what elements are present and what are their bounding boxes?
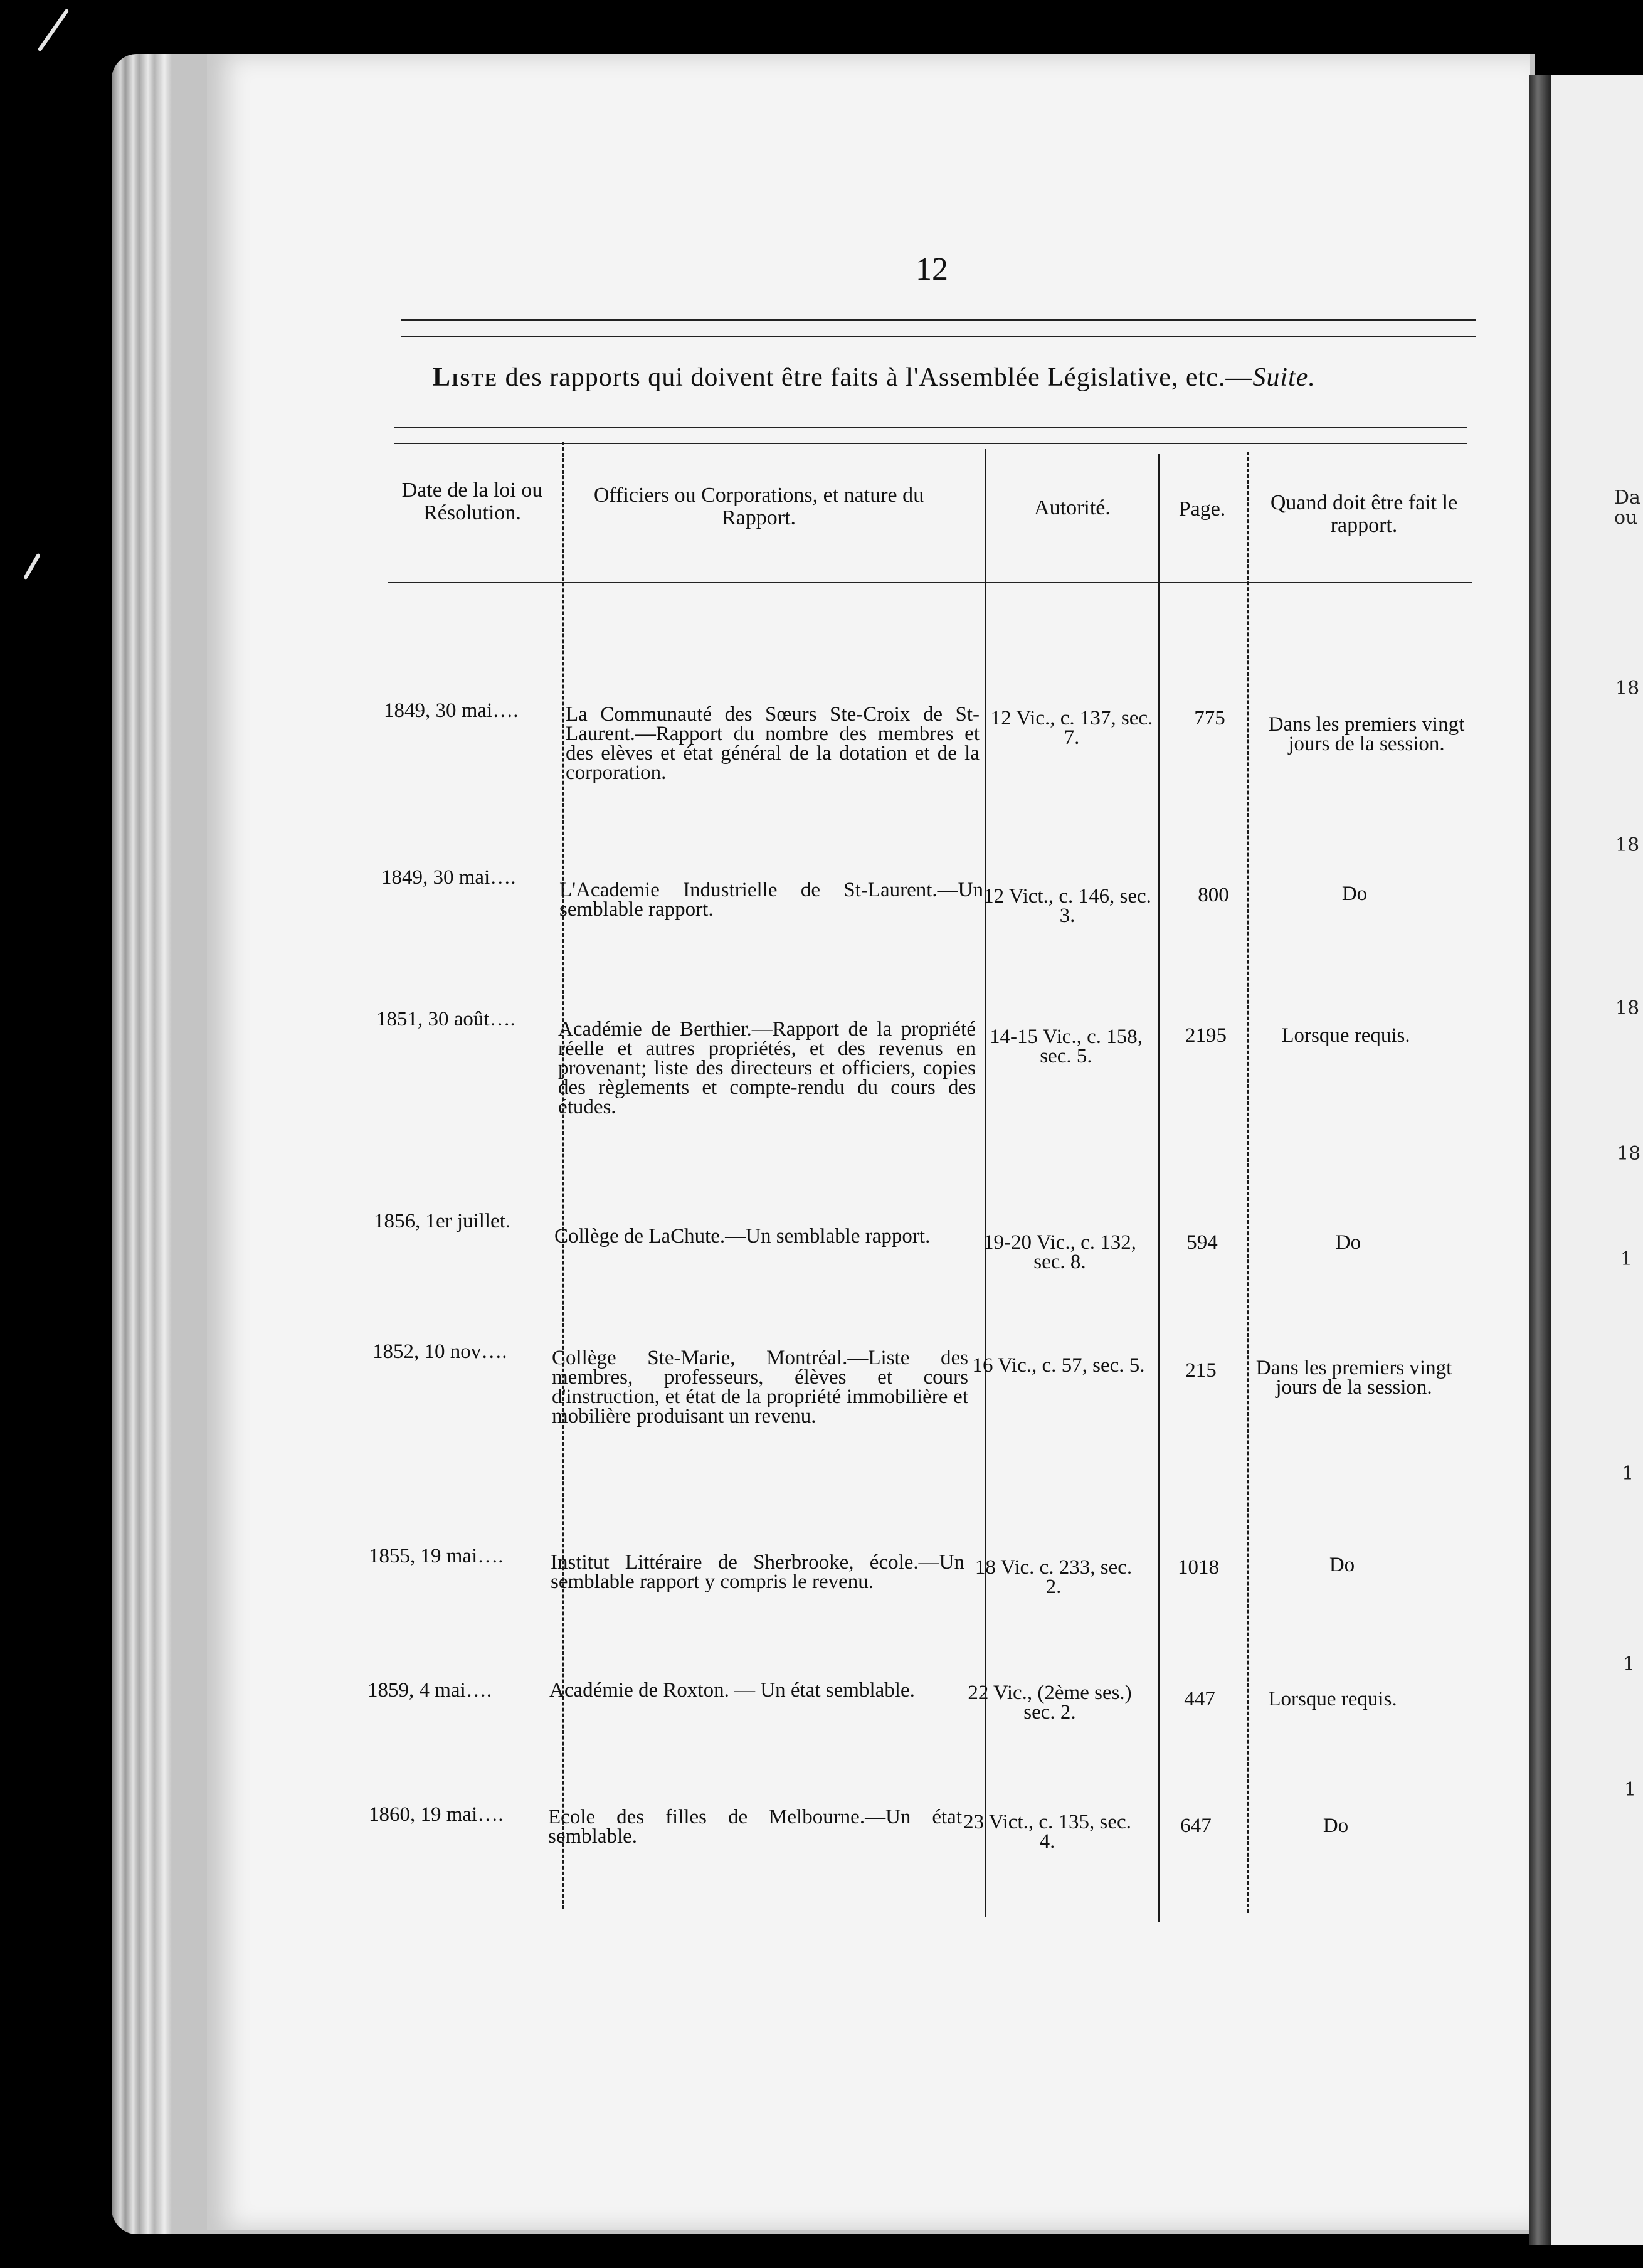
header-rule-bottom bbox=[388, 582, 1472, 583]
row-page: 647 bbox=[1180, 1815, 1212, 1837]
list-title bbox=[433, 363, 1316, 393]
row-date: 1860, 19 mai…. bbox=[369, 1803, 504, 1826]
facing-page-fragment: 1 bbox=[1623, 1653, 1635, 1675]
row-page: 2195 bbox=[1185, 1024, 1227, 1047]
row-officers: Collège Ste-Marie, Montréal.—Liste des membres, professeurs, élèves et cours d'instruction, et état de la propriété immobilière et mobilière produisant un revenu. bbox=[552, 1347, 968, 1428]
list-title-suite: Suite. bbox=[1252, 363, 1316, 392]
header-officers: Officiers ou Corporations, et nature du Rapport. bbox=[593, 484, 924, 529]
scan-artifact bbox=[38, 9, 70, 52]
list-title-lead: Liste bbox=[433, 363, 499, 392]
row-when: Lorsque requis. bbox=[1281, 1024, 1410, 1047]
header-rule-top bbox=[394, 427, 1467, 428]
row-officers: Académie de Roxton. — Un état semblable. bbox=[549, 1679, 915, 1702]
header-date: Date de la loi ou Résolution. bbox=[401, 479, 543, 524]
row-authority: 12 Vic., c. 137, sec. 7. bbox=[990, 707, 1153, 749]
row-page: 215 bbox=[1185, 1359, 1217, 1382]
row-when: Do bbox=[1329, 1554, 1355, 1576]
row-when: Do bbox=[1323, 1815, 1349, 1837]
row-when: Do bbox=[1335, 1231, 1361, 1254]
row-page: 594 bbox=[1186, 1231, 1218, 1254]
row-page: 775 bbox=[1194, 707, 1225, 729]
row-authority: 12 Vict., c. 146, sec. 3. bbox=[983, 885, 1151, 927]
row-date: 1849, 30 mai…. bbox=[381, 866, 516, 889]
row-authority: 16 Vic., c. 57, sec. 5. bbox=[972, 1354, 1145, 1377]
facing-page-fragment: 18 bbox=[1615, 997, 1640, 1019]
facing-page-fragment: 1 bbox=[1620, 1248, 1633, 1270]
row-date: 1849, 30 mai…. bbox=[384, 699, 519, 722]
page-number: 12 bbox=[916, 252, 948, 287]
row-authority: 18 Vic. c. 233, sec. 2. bbox=[975, 1556, 1133, 1598]
facing-page-fragment: 18 bbox=[1615, 834, 1640, 856]
row-when: Lorsque requis. bbox=[1268, 1688, 1397, 1710]
row-when: Dans les premiers vingt jours de la session. bbox=[1255, 1357, 1452, 1399]
row-date: 1851, 30 août…. bbox=[376, 1008, 515, 1031]
scan-artifact bbox=[23, 553, 41, 580]
row-authority: 19-20 Vic., c. 132, sec. 8. bbox=[983, 1231, 1136, 1273]
list-title-text: des rapports qui doivent être faits à l'Assemblée Législative, etc.— bbox=[498, 363, 1253, 392]
facing-page-fragment: 1 bbox=[1624, 1779, 1637, 1801]
row-page: 447 bbox=[1184, 1688, 1215, 1710]
row-officers: Ecole des filles de Melbourne.—Un état semblable. bbox=[548, 1806, 962, 1848]
row-page: 800 bbox=[1198, 884, 1229, 906]
row-officers: Institut Littéraire de Sherbrooke, école.—Un semblable rapport y compris le revenu. bbox=[551, 1551, 964, 1593]
row-authority: 14-15 Vic., c. 158, sec. 5. bbox=[990, 1025, 1143, 1068]
header-when: Quand doit être fait le rapport. bbox=[1270, 491, 1458, 537]
header-authority: Autorité. bbox=[1034, 496, 1111, 519]
facing-page-fragment: 18 bbox=[1615, 677, 1640, 699]
row-date: 1855, 19 mai…. bbox=[369, 1545, 504, 1567]
row-date: 1852, 10 nov…. bbox=[372, 1340, 507, 1363]
row-authority: 22 Vic., (2ème ses.) sec. 2. bbox=[968, 1682, 1132, 1724]
facing-page-fragment: Da bbox=[1614, 487, 1640, 509]
title-rule-top-2 bbox=[401, 336, 1476, 337]
row-authority: 23 Vict., c. 135, sec. 4. bbox=[963, 1811, 1131, 1853]
title-rule-top bbox=[401, 319, 1476, 321]
row-date: 1856, 1er juillet. bbox=[374, 1210, 511, 1232]
header-rule-top-2 bbox=[394, 443, 1467, 444]
header-page: Page. bbox=[1178, 497, 1226, 521]
row-officers: La Communauté des Sœurs Ste-Croix de St-Laurent.—Rapport du nombre des membres et des elèves et état général de la dotation et de la corporation. bbox=[566, 703, 980, 784]
row-officers: Collège de LaChute.—Un semblable rapport. bbox=[554, 1225, 931, 1248]
row-date: 1859, 4 mai…. bbox=[367, 1679, 492, 1702]
row-officers: L'Academie Industrielle de St-Laurent.—Un semblable rapport. bbox=[559, 879, 983, 921]
row-officers: Académie de Berthier.—Rapport de la propriété réelle et autres propriétés, et des revenus en provenant; liste des directeurs et officiers, copies des règlements et compte-rendu du cours des études. bbox=[558, 1018, 976, 1118]
row-when: Dans les premiers vingt jours de la session. bbox=[1268, 713, 1465, 755]
facing-page-fragment: 1 bbox=[1622, 1463, 1634, 1485]
facing-page-fragment: 18 bbox=[1617, 1143, 1641, 1165]
row-page: 1018 bbox=[1178, 1556, 1219, 1579]
facing-page-fragment: ou bbox=[1614, 507, 1638, 529]
row-when: Do bbox=[1341, 882, 1368, 905]
book-gutter bbox=[1529, 75, 1551, 2245]
column-separator bbox=[1158, 454, 1160, 1922]
